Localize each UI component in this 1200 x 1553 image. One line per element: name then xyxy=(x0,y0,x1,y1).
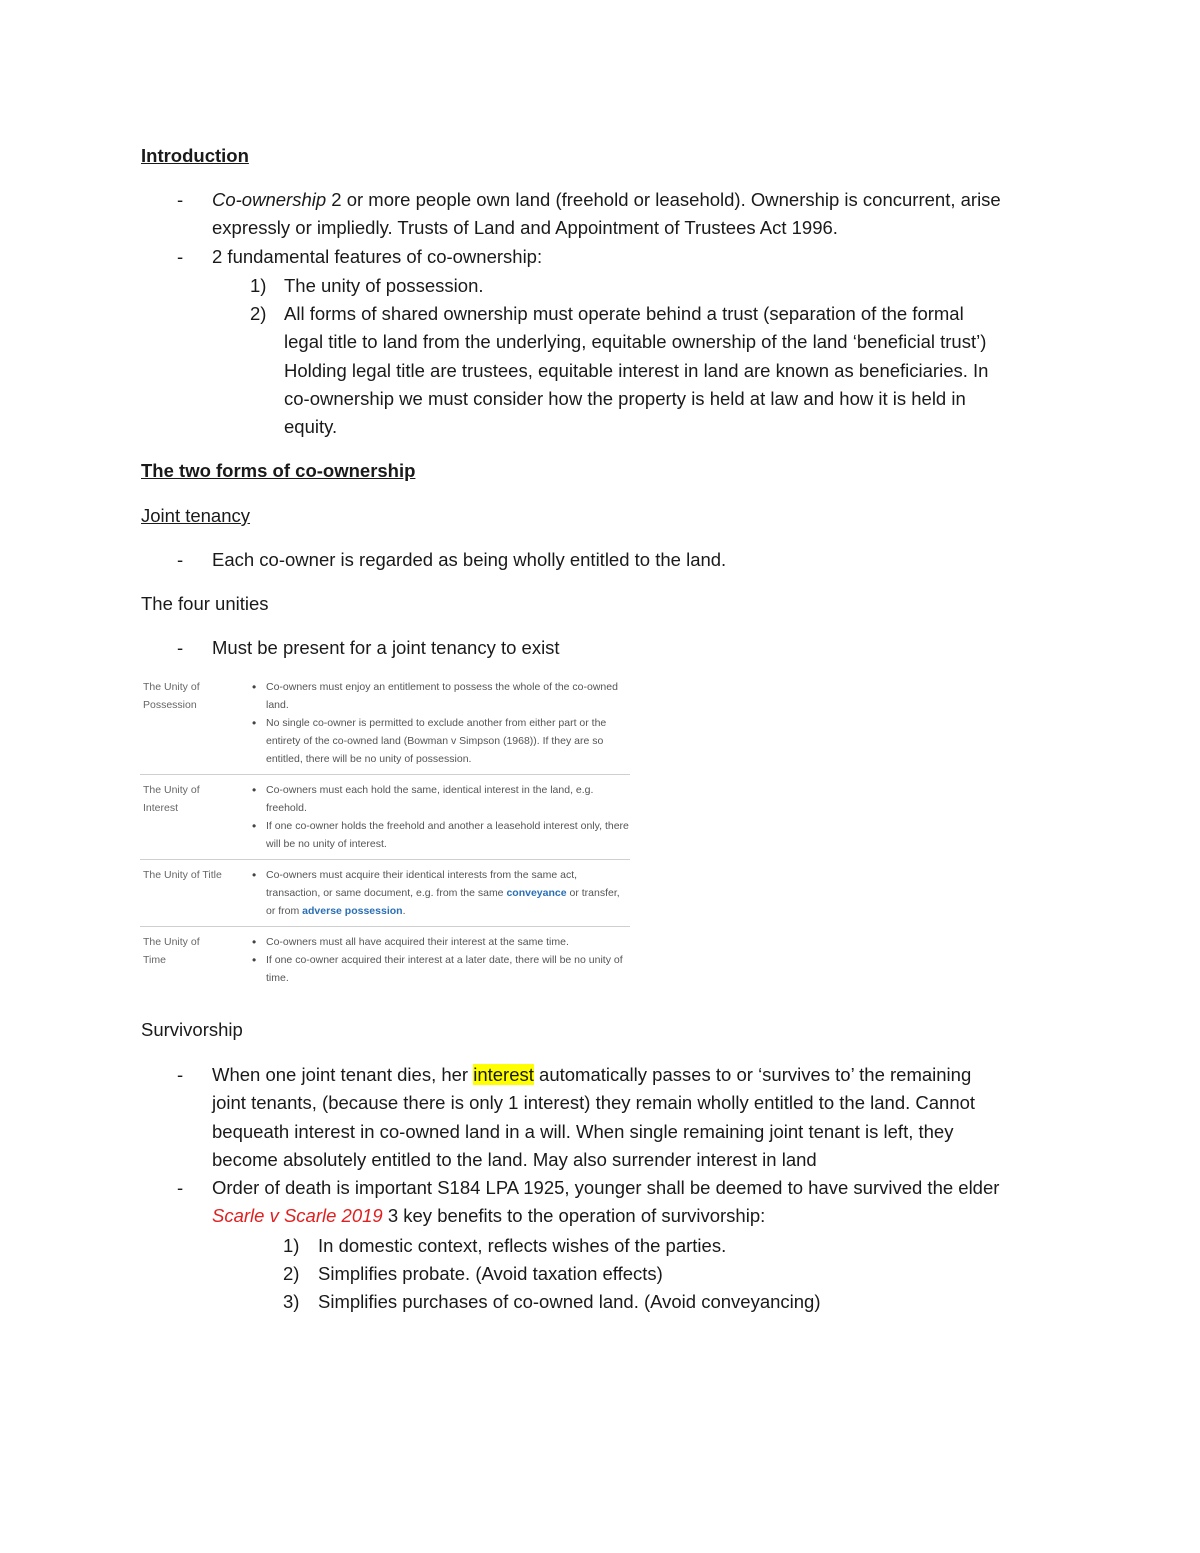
numbered-marker: 2) xyxy=(283,1263,300,1284)
numbered-marker: 1) xyxy=(283,1235,300,1256)
text-span: When one joint tenant dies, her xyxy=(212,1064,474,1085)
row-label: The Unity of Time xyxy=(143,936,200,966)
intro-numbered-2-line2: legal title to land from the underlying, equitable ownership of the land ‘beneficial trust’) xyxy=(284,331,987,352)
survivorship-bullet-1-line4: become absolutely entitled to the land. May also surrender interest in land xyxy=(212,1149,817,1170)
table-row xyxy=(140,927,630,993)
row-label: The Unity of Title xyxy=(143,869,222,881)
survivorship-bullet-1-line3: bequeath interest in co-owned land in a will. When single remaining joint tenant is left, they xyxy=(212,1121,954,1142)
adverse-possession-link[interactable]: adverse possession xyxy=(302,905,403,917)
numbered-marker: 3) xyxy=(283,1291,300,1312)
list-item-text: Co-owners must all have acquired their interest at the same time. xyxy=(266,936,569,948)
list-item xyxy=(266,714,630,768)
survivorship-numbered-1: In domestic context, reflects wishes of the parties. xyxy=(318,1235,727,1256)
numbered-marker: 1) xyxy=(250,275,267,296)
survivorship-heading: Survivorship xyxy=(141,1019,243,1040)
highlighted-word: interest xyxy=(473,1064,534,1085)
unities-table xyxy=(140,672,630,993)
joint-bullet-1: Each co-owner is regarded as being wholly entitled to the land. xyxy=(212,549,727,570)
text-span: automatically passes to or ‘survives to’ the remaining xyxy=(533,1064,972,1085)
list-item-text: If one co-owner holds the freehold and another a leasehold interest only, there will be no unity of interest. xyxy=(266,820,629,850)
survivorship-bullet-2-line2 xyxy=(212,1202,765,1230)
intro-bullet-2: 2 fundamental features of co-ownership: xyxy=(212,246,543,267)
table-row xyxy=(140,775,630,860)
list-item xyxy=(266,866,630,920)
forms-heading: The two forms of co-ownership xyxy=(141,460,416,481)
conveyance-link[interactable]: conveyance xyxy=(506,887,567,899)
list-item-text: . xyxy=(402,905,406,917)
text-span: 3 key benefits to the operation of survivorship: xyxy=(382,1205,766,1226)
joint-tenancy-heading: Joint tenancy xyxy=(141,505,251,526)
list-item xyxy=(266,678,630,714)
bullet-dash: - xyxy=(177,637,184,658)
intro-bullet-1-text: 2 or more people own land (freehold or leasehold). Ownership is concurrent, arise xyxy=(326,189,1001,210)
bullet-dash: - xyxy=(177,549,184,570)
bullet-dash: - xyxy=(177,246,184,267)
intro-numbered-2-line1: All forms of shared ownership must operate behind a trust (separation of the formal xyxy=(284,303,964,324)
intro-heading: Introduction xyxy=(141,145,249,166)
list-item-text: or transfer, or from xyxy=(266,887,620,917)
row-label: The Unity of Possession xyxy=(143,681,200,711)
four-unities-heading: The four unities xyxy=(141,593,269,614)
list-item xyxy=(266,781,630,817)
bullet-dash: - xyxy=(177,1177,184,1198)
table-row xyxy=(140,860,630,927)
survivorship-bullet-1-line1 xyxy=(212,1061,971,1089)
list-item xyxy=(266,817,630,853)
bullet-dash: - xyxy=(177,1064,184,1085)
numbered-marker: 2) xyxy=(250,303,267,324)
list-item-text: If one co-owner acquired their interest at a later date, there will be no unity of time. xyxy=(266,954,623,984)
intro-numbered-1: The unity of possession. xyxy=(284,275,484,296)
intro-numbered-2-line5: equity. xyxy=(284,416,338,437)
term-co-ownership: Co-ownership xyxy=(212,189,327,210)
list-item-text: Co-owners must enjoy an entitlement to possess the whole of the co-owned land. xyxy=(266,681,618,711)
survivorship-numbered-2: Simplifies probate. (Avoid taxation effects) xyxy=(318,1263,663,1284)
survivorship-bullet-2-line1: Order of death is important S184 LPA 1925, younger shall be deemed to have survived the elder xyxy=(212,1177,1000,1198)
list-item xyxy=(266,933,630,951)
intro-numbered-2-line3: Holding legal title are trustees, equitable interest in land are known as beneficiaries. In xyxy=(284,360,989,381)
intro-numbered-2-line4: co-ownership we must consider how the property is held at law and how it is held in xyxy=(284,388,966,409)
case-citation: Scarle v Scarle 2019 xyxy=(212,1205,383,1226)
intro-bullet-1 xyxy=(212,186,1001,214)
list-item-text: Co-owners must acquire their identical interests from the same act, transaction, or same document, e.g. from the same xyxy=(266,869,578,899)
list-item-text: No single co-owner is permitted to exclude another from either part or the entirety of the co-owned land (Bowman v Simpson (1968)). If they are so entitled, there will be no unity of possession. xyxy=(266,717,607,765)
survivorship-bullet-1-line2: joint tenants, (because there is only 1 interest) they remain wholly entitled to the land. Cannot xyxy=(212,1092,976,1113)
unities-bullet-1: Must be present for a joint tenancy to exist xyxy=(212,637,560,658)
table-row xyxy=(140,672,630,775)
list-item xyxy=(266,951,630,987)
row-label: The Unity of Interest xyxy=(143,784,200,814)
list-item-text: Co-owners must each hold the same, identical interest in the land, e.g. freehold. xyxy=(266,784,594,814)
bullet-dash: - xyxy=(177,189,184,210)
intro-bullet-1-line2: expressly or impliedly. Trusts of Land and Appointment of Trustees Act 1996. xyxy=(212,217,838,238)
survivorship-numbered-3: Simplifies purchases of co-owned land. (Avoid conveyancing) xyxy=(318,1291,821,1312)
